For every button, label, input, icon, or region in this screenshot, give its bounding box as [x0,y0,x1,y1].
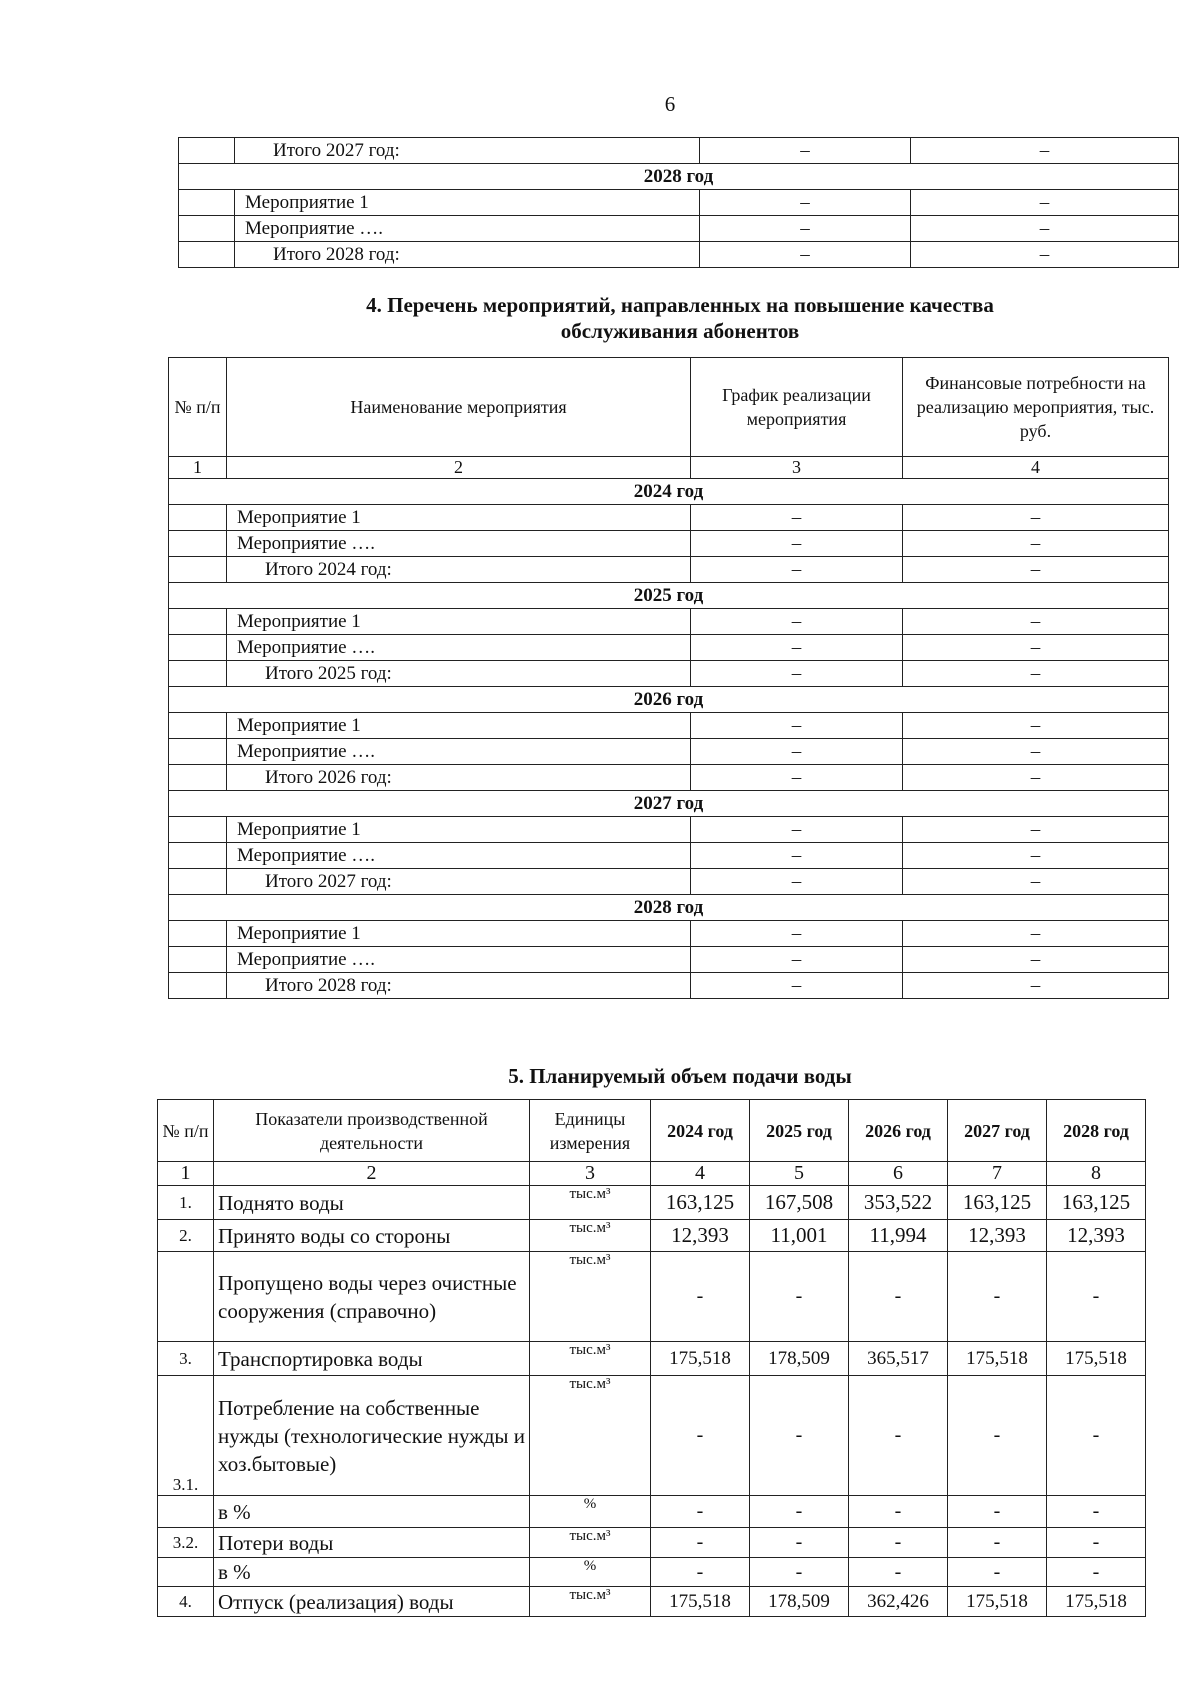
table-row [169,869,1169,895]
table-row [179,242,1179,268]
header-year: 2028 год [1047,1100,1146,1162]
year-value: 178,509 [750,1587,849,1617]
table-row [169,557,1169,583]
col-number: 2 [214,1162,530,1186]
table-row [169,921,1169,947]
finance-value: – [903,921,1169,947]
year-label: 2027 год [169,791,1169,817]
activity-label: Мероприятие 1 [227,817,691,843]
table-row [169,843,1169,869]
year-value: - [849,1558,948,1587]
year-value: 175,518 [651,1342,750,1376]
year-value: 163,125 [1047,1186,1146,1220]
indicator-label: Поднято воды [214,1186,530,1220]
section4-title-line2: обслуживания абонентов [560,319,800,343]
unit-label: % [530,1496,651,1528]
table-row [158,1496,1146,1528]
finance-value: – [903,505,1169,531]
section4-title-line1: 4. Перечень мероприятий, направленных на повышение качества [366,293,994,317]
indicator-label: Отпуск (реализация) воды [214,1587,530,1617]
unit-label: тыс.м³ [530,1528,651,1558]
row-num [169,635,227,661]
schedule-value: – [691,765,903,791]
year-value: - [948,1376,1047,1496]
activity-label: Мероприятие …. [227,947,691,973]
header-num: № п/п [158,1100,214,1162]
col-number: 1 [158,1162,214,1186]
table-row [169,765,1169,791]
header-finance: Финансовые потребности на реализацию мероприятия, тыс. руб. [903,358,1169,457]
finance-value: – [903,661,1169,687]
schedule-value: – [691,531,903,557]
unit-label: тыс.м³ [530,1186,651,1220]
finance-value: – [911,138,1179,164]
page-number: 6 [664,92,676,116]
year-value: 163,125 [651,1186,750,1220]
schedule-value: – [700,242,911,268]
row-num [158,1558,214,1587]
finance-value: – [903,557,1169,583]
year-value: 175,518 [948,1342,1047,1376]
col-number: 3 [691,457,903,479]
header-year: 2027 год [948,1100,1047,1162]
schedule-value: – [691,661,903,687]
year-value: - [849,1252,948,1342]
year-value: - [651,1376,750,1496]
row-num [169,817,227,843]
year-value: - [1047,1558,1146,1587]
schedule-value: – [691,635,903,661]
activity-label: Мероприятие 1 [227,609,691,635]
finance-value: – [903,973,1169,999]
activity-label: Мероприятие …. [227,531,691,557]
col-number: 5 [750,1162,849,1186]
total-label: Итого 2028 год: [227,973,691,999]
schedule-value: – [691,713,903,739]
schedule-value: – [691,817,903,843]
total-label: Итого 2028 год: [235,242,700,268]
section5-title: 5. Планируемый объем подачи воды [508,1064,852,1088]
table-row [179,138,1179,164]
row-num: 3. [158,1342,214,1376]
activity-label: Мероприятие 1 [227,713,691,739]
table-row [179,190,1179,216]
indicator-label: Потребление на собственные нужды (технологические нужды и хоз.бытовые) [214,1376,530,1496]
year-value: 353,522 [849,1186,948,1220]
year-value: - [1047,1376,1146,1496]
table-row [169,817,1169,843]
row-num [158,1496,214,1528]
finance-value: – [903,739,1169,765]
row-num [169,843,227,869]
row-num [179,216,235,242]
table-row [179,216,1179,242]
header-schedule: График реализации мероприятия [691,358,903,457]
table-row [169,505,1169,531]
table-row [158,1220,1146,1252]
year-value: - [750,1376,849,1496]
col-number: 4 [651,1162,750,1186]
section4-title [170,292,1190,344]
row-num [179,138,235,164]
table-row [158,1252,1146,1342]
unit-label: тыс.м³ [530,1342,651,1376]
finance-value: – [903,843,1169,869]
finance-value: – [903,869,1169,895]
year-value: 12,393 [1047,1220,1146,1252]
table-row [169,713,1169,739]
section5-table [157,1099,1146,1617]
total-label: Итого 2025 год: [227,661,691,687]
year-value: - [849,1496,948,1528]
row-num [169,505,227,531]
activity-label: Мероприятие 1 [227,505,691,531]
schedule-value: – [691,609,903,635]
year-value: 175,518 [948,1587,1047,1617]
year-label: 2025 год [169,583,1169,609]
row-num: 4. [158,1587,214,1617]
schedule-value: – [691,921,903,947]
schedule-value: – [691,973,903,999]
year-value: 11,994 [849,1220,948,1252]
finance-value: – [903,531,1169,557]
row-num [169,921,227,947]
row-num [169,947,227,973]
row-num [179,242,235,268]
year-value: - [948,1496,1047,1528]
row-num [169,713,227,739]
header-year: 2025 год [750,1100,849,1162]
year-value: 167,508 [750,1186,849,1220]
col-number: 6 [849,1162,948,1186]
header-year: 2024 год [651,1100,750,1162]
row-num: 3.2. [158,1528,214,1558]
year-value: 175,518 [651,1587,750,1617]
indicator-label: Пропущено воды через очистные сооружения (справочно) [214,1252,530,1342]
header-name: Наименование мероприятия [227,358,691,457]
schedule-value: – [691,869,903,895]
unit-label: тыс.м³ [530,1587,651,1617]
row-num [169,661,227,687]
year-value: 362,426 [849,1587,948,1617]
year-value: - [849,1376,948,1496]
year-value: - [948,1528,1047,1558]
year-row [169,479,1169,505]
year-label: 2026 год [169,687,1169,713]
indicator-label: Транспортировка воды [214,1342,530,1376]
unit-label: тыс.м³ [530,1252,651,1342]
year-value: 12,393 [651,1220,750,1252]
year-value: - [750,1528,849,1558]
schedule-value: – [691,843,903,869]
year-row [169,687,1169,713]
indicator-label: в % [214,1496,530,1528]
unit-label: % [530,1558,651,1587]
row-num [169,531,227,557]
year-value: - [849,1528,948,1558]
table-row [169,635,1169,661]
finance-value: – [903,635,1169,661]
row-num [169,557,227,583]
table-row [169,739,1169,765]
schedule-value: – [700,138,911,164]
year-value: - [750,1252,849,1342]
indicator-label: Потери воды [214,1528,530,1558]
table-row [169,661,1169,687]
activity-label: Мероприятие …. [227,843,691,869]
total-label: Итого 2027 год: [227,869,691,895]
row-num: 3.1. [158,1376,214,1496]
header-year: 2026 год [849,1100,948,1162]
total-label: Итого 2024 год: [227,557,691,583]
col-number: 8 [1047,1162,1146,1186]
year-label: 2028 год [169,895,1169,921]
header-num: № п/п [169,358,227,457]
year-value: - [750,1496,849,1528]
year-value: - [1047,1252,1146,1342]
indicator-label: Принято воды со стороны [214,1220,530,1252]
year-row [179,164,1179,190]
col-number: 4 [903,457,1169,479]
table-row [158,1342,1146,1376]
indicator-label: в % [214,1558,530,1587]
finance-value: – [911,216,1179,242]
row-num: 1. [158,1186,214,1220]
year-value: - [651,1528,750,1558]
finance-value: – [911,190,1179,216]
table-row [158,1558,1146,1587]
year-label: 2024 год [169,479,1169,505]
col-number: 3 [530,1162,651,1186]
year-value: - [750,1558,849,1587]
table-row [169,973,1169,999]
finance-value: – [903,765,1169,791]
schedule-value: – [691,947,903,973]
table-row [158,1587,1146,1617]
finance-value: – [903,609,1169,635]
year-value: - [1047,1496,1146,1528]
row-num [169,765,227,791]
year-value: 178,509 [750,1342,849,1376]
activity-label: Мероприятие 1 [235,190,700,216]
year-value: - [948,1252,1047,1342]
row-num [169,609,227,635]
total-label: Итого 2027 год: [235,138,700,164]
table-row [158,1376,1146,1496]
finance-value: – [903,947,1169,973]
header-unit: Единицы измерения [530,1100,651,1162]
finance-value: – [903,817,1169,843]
unit-label: тыс.м³ [530,1376,651,1496]
year-value: - [651,1558,750,1587]
row-num [158,1252,214,1342]
schedule-value: – [700,190,911,216]
year-value: 11,001 [750,1220,849,1252]
year-row [169,895,1169,921]
schedule-value: – [700,216,911,242]
year-value: 175,518 [1047,1342,1146,1376]
finance-value: – [903,713,1169,739]
col-number: 2 [227,457,691,479]
header-indicator: Показатели производственной деятельности [214,1100,530,1162]
year-value: - [1047,1528,1146,1558]
year-value: - [651,1496,750,1528]
table-row [169,609,1169,635]
table-row [158,1186,1146,1220]
schedule-value: – [691,505,903,531]
year-value: 12,393 [948,1220,1047,1252]
finance-value: – [911,242,1179,268]
row-num: 2. [158,1220,214,1252]
top-table [178,137,1179,268]
row-num [169,973,227,999]
total-label: Итого 2026 год: [227,765,691,791]
activity-label: Мероприятие 1 [227,921,691,947]
unit-label: тыс.м³ [530,1220,651,1252]
year-value: 175,518 [1047,1587,1146,1617]
table-row [169,531,1169,557]
col-number: 1 [169,457,227,479]
year-value: 365,517 [849,1342,948,1376]
col-number: 7 [948,1162,1047,1186]
schedule-value: – [691,557,903,583]
year-value: 163,125 [948,1186,1047,1220]
schedule-value: – [691,739,903,765]
activity-label: Мероприятие …. [227,635,691,661]
row-num [169,869,227,895]
year-value: - [651,1252,750,1342]
row-num [169,739,227,765]
year-value: - [948,1558,1047,1587]
table-row [169,947,1169,973]
table-row [158,1528,1146,1558]
activity-label: Мероприятие …. [235,216,700,242]
activity-label: Мероприятие …. [227,739,691,765]
year-row [169,791,1169,817]
row-num [179,190,235,216]
year-row [169,583,1169,609]
year-label: 2028 год [179,164,1179,190]
section4-table [168,357,1169,999]
